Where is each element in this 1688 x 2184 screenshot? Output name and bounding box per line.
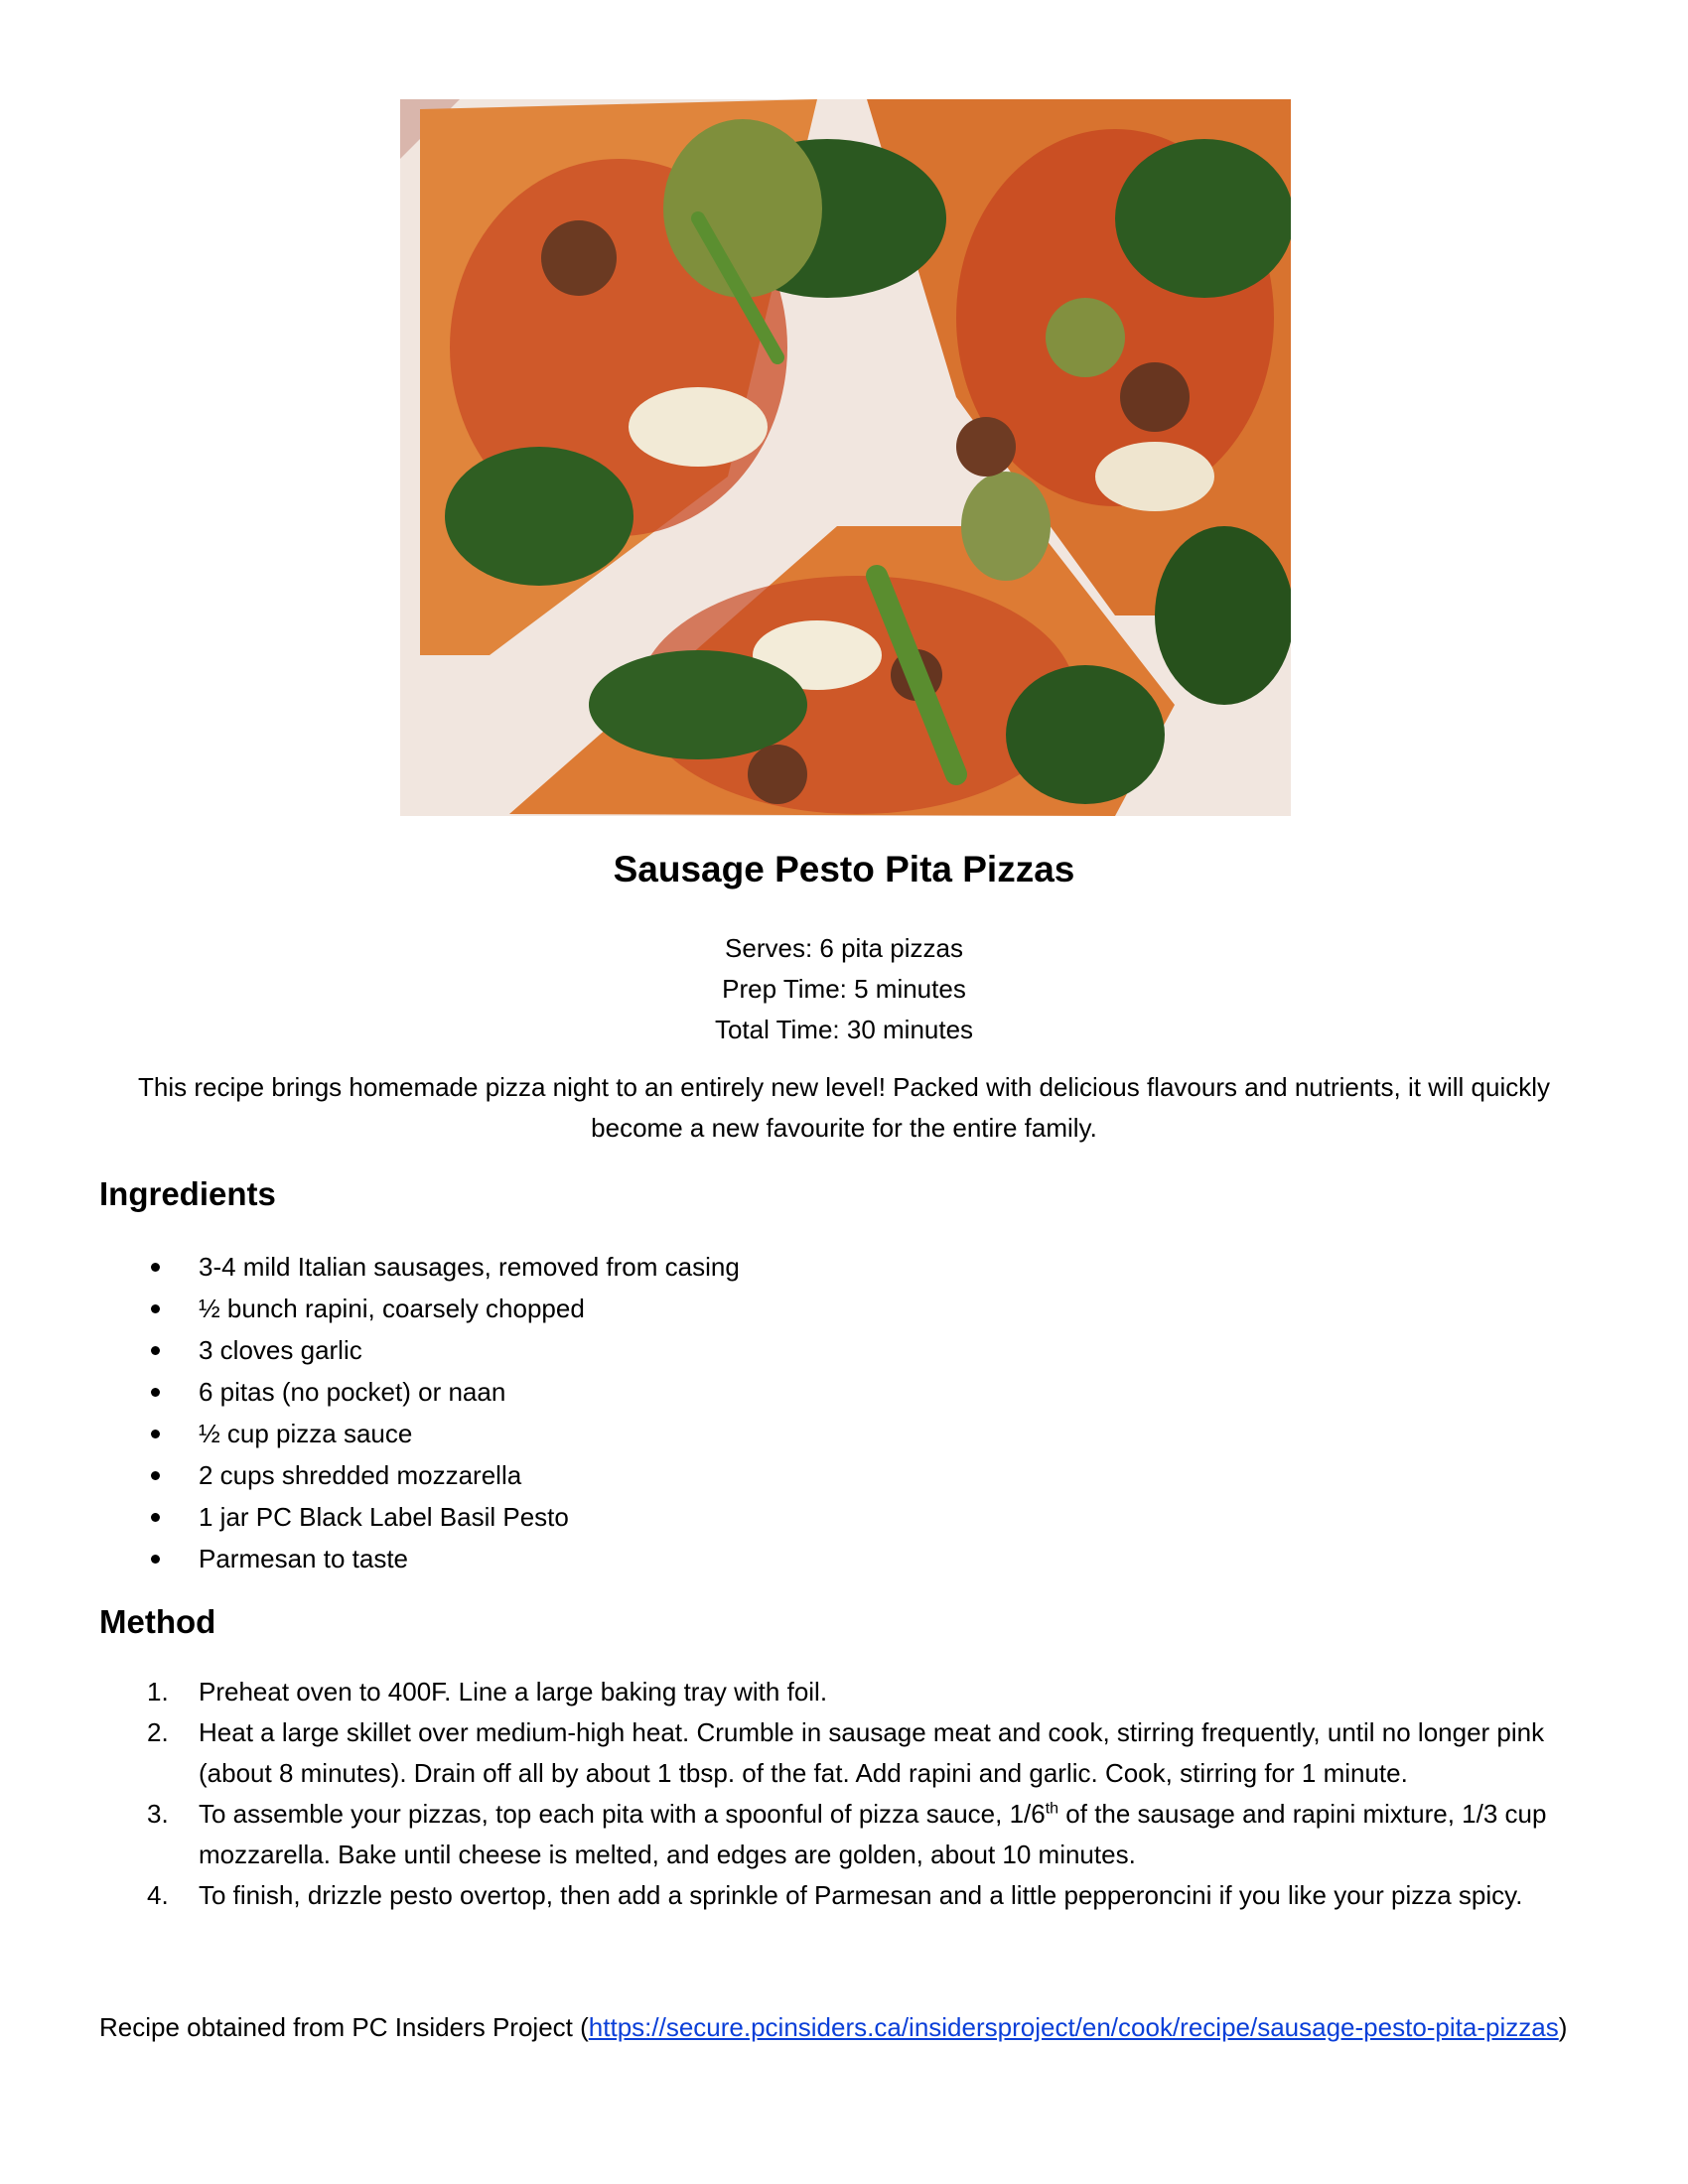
bullet-icon — [151, 1263, 160, 1272]
step-text: To assemble your pizzas, top each pita with a spoonful of pizza sauce, 1/6 — [199, 1799, 1046, 1829]
step-text: Preheat oven to 400F. Line a large baking tray with foil. — [199, 1677, 828, 1706]
method-list — [0, 1672, 1688, 1916]
method-step — [0, 1875, 1569, 1916]
ingredient-item: 1 jar PC Black Label Basil Pesto — [0, 1496, 1688, 1538]
serves-line: Serves: 6 pita pizzas — [725, 933, 963, 963]
bullet-icon — [151, 1388, 160, 1397]
ingredients-heading: Ingredients — [99, 1175, 276, 1212]
step-number: 3. — [147, 1799, 169, 1829]
bullet-icon — [151, 1513, 160, 1522]
method-step — [0, 1672, 1569, 1712]
recipe-title: Sausage Pesto Pita Pizzas — [613, 849, 1075, 889]
ingredient-item: Parmesan to taste — [0, 1538, 1688, 1579]
method-heading: Method — [99, 1603, 216, 1640]
bullet-icon — [151, 1471, 160, 1480]
recipe-source — [99, 2008, 1589, 2046]
ingredient-item: ½ bunch rapini, coarsely chopped — [0, 1288, 1688, 1329]
ingredient-item: 6 pitas (no pocket) or naan — [0, 1371, 1688, 1413]
source-suffix: ) — [1558, 2012, 1568, 2042]
bullet-icon — [151, 1555, 160, 1564]
method-step — [0, 1712, 1569, 1794]
bullet-icon — [151, 1430, 160, 1438]
prep-time-line: Prep Time: 5 minutes — [722, 974, 966, 1004]
ingredient-item: ½ cup pizza sauce — [0, 1413, 1688, 1454]
ingredient-item: 2 cups shredded mozzarella — [0, 1454, 1688, 1496]
step-text: Heat a large skillet over medium-high heat. Crumble in sausage meat and cook, stirring frequently, until no longer pink (about 8 minutes). Drain off all by about 1 tbsp. of the fat. Add rapini and garlic. Cook, stirring for 1 minute. — [199, 1717, 1545, 1788]
source-prefix: Recipe obtained from PC Insiders Project ( — [99, 2012, 589, 2042]
recipe-intro: This recipe brings homemade pizza night to an entirely new level! Packed with delicious flavours and nutrients, it will quickly become a new favourite for the entire family. — [137, 1072, 1551, 1143]
superscript-th: th — [1045, 1800, 1059, 1818]
step-text: To finish, drizzle pesto overtop, then add a sprinkle of Parmesan and a little pepperoncini if you like your pizza spicy. — [199, 1880, 1523, 1910]
total-time-line: Total Time: 30 minutes — [714, 1015, 974, 1044]
step-number: 4. — [147, 1880, 169, 1910]
step-text-cont: of the sausage and rapini mixture, 1/3 cup mozzarella. Bake until cheese is melted, and edges are golden, about 10 minutes. — [199, 1799, 1547, 1869]
pizza-photo — [400, 99, 1291, 816]
step-number: 2. — [147, 1717, 169, 1747]
ingredient-item: 3-4 mild Italian sausages, removed from casing — [0, 1246, 1688, 1288]
ingredients-list — [0, 1246, 1688, 1579]
bullet-icon — [151, 1346, 160, 1355]
ingredient-item: 3 cloves garlic — [0, 1329, 1688, 1371]
bullet-icon — [151, 1304, 160, 1313]
source-link[interactable]: https://secure.pcinsiders.ca/insidersproject/en/cook/recipe/sausage-pesto-pita-pizzas — [588, 2012, 1559, 2042]
recipe-meta — [0, 928, 1688, 1050]
step-number: 1. — [147, 1677, 169, 1706]
method-step — [0, 1794, 1569, 1875]
